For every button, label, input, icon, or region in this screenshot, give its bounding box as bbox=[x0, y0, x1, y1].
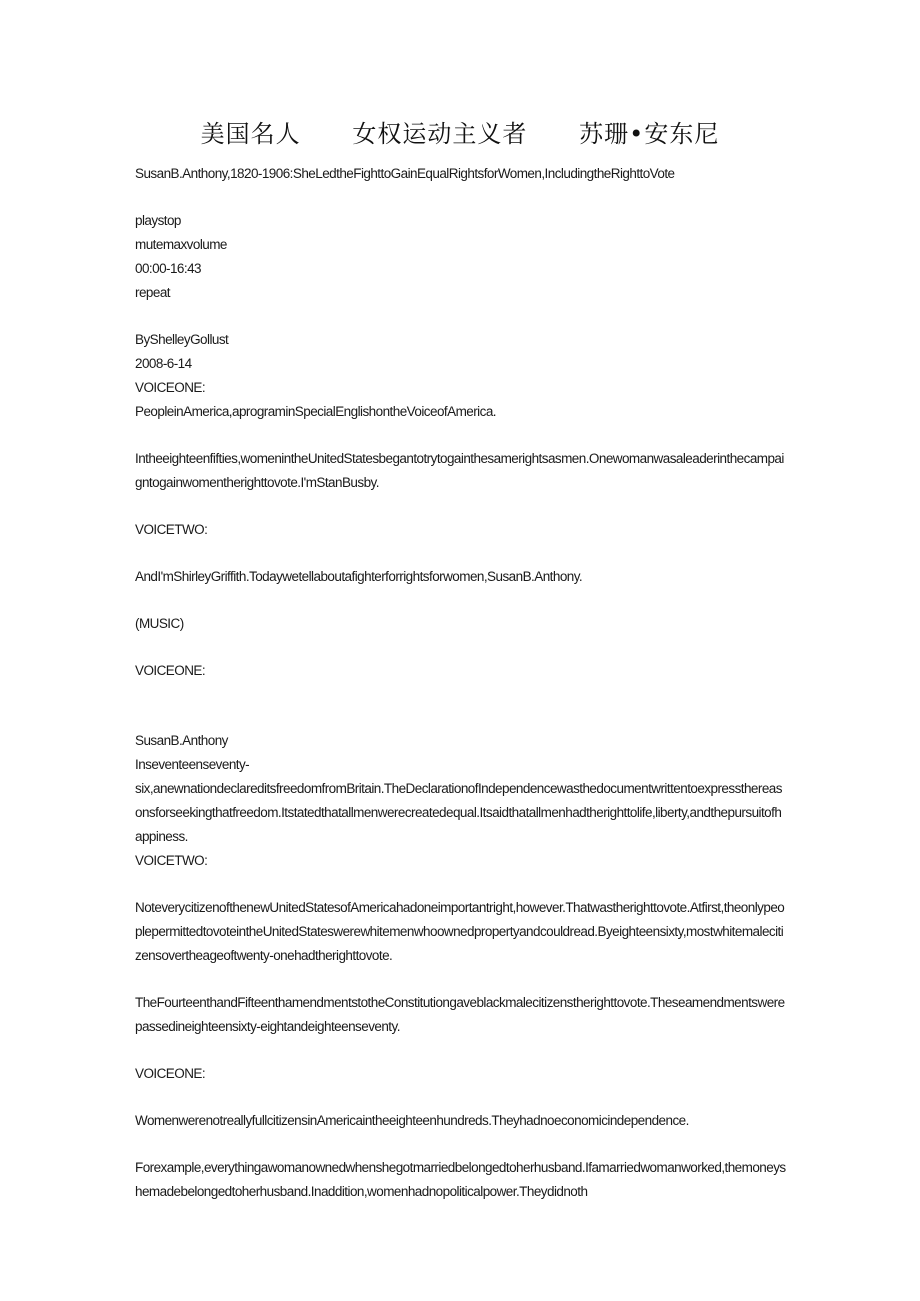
document-body bbox=[135, 162, 787, 1204]
speaker-label: VOICETWO: bbox=[135, 853, 208, 868]
publish-date: 2008-6-14 bbox=[135, 356, 192, 371]
paragraph: Intheeighteenfifties,womenintheUnitedStatesbegantotrytogainthesamerightsasmen.Onewomanwasaleaderinthecampaigntogainwomentherighttovote.I'mStanBusby. bbox=[135, 451, 784, 490]
music-cue: (MUSIC) bbox=[135, 616, 184, 631]
speaker-label: VOICEONE: bbox=[135, 663, 206, 678]
page-title: 美国名人 女权运动主义者 苏珊•安东尼 bbox=[200, 120, 720, 148]
paragraph-first-line: Inseventeenseventy- bbox=[135, 757, 250, 772]
paragraph: Forexample,everythingawomanownedwhenshegotmarriedbelongedtoherhusband.Ifamarriedwomanworked,themoneyshemadebelongedtoherhusband.Inaddition,womenhadnopoliticalpower.Theydidnoth bbox=[135, 1160, 786, 1199]
byline: ByShelleyGollust bbox=[135, 332, 229, 347]
paragraph: AndI'mShirleyGriffith.Todaywetellaboutafighterforrightsforwomen,SusanB.Anthony. bbox=[135, 569, 583, 584]
paragraph: WomenwerenotreallyfullcitizensinAmericaintheeighteenhundreds.Theyhadnoeconomicindependence. bbox=[135, 1113, 689, 1128]
intro-paragraph: PeopleinAmerica,aprograminSpecialEnglishontheVoiceofAmerica. bbox=[135, 404, 496, 419]
paragraph: TheFourteenthandFifteenthamendmentstotheConstitutiongaveblackmalecitizenstherighttovote.Theseamendmentswerepassedineighteensixty-eightandeighteenseventy. bbox=[135, 995, 785, 1034]
subtitle: SusanB.Anthony,1820-1906:SheLedtheFighttoGainEqualRightsforWomen,IncludingtheRighttoVote bbox=[135, 166, 675, 181]
image-caption: SusanB.Anthony bbox=[135, 733, 228, 748]
paragraph: NoteverycitizenofthenewUnitedStatesofAmericahadoneimportantright,however.Thatwastherighttovote.Atfirst,theonlypeoplepermittedtovoteintheUnitedStateswerewhitemenwhoownedpropertyandcouldread.Byeighteensixty,mostwhitemalecitizensovertheageoftwenty-onehadtherighttovote. bbox=[135, 900, 785, 963]
speaker-label: VOICEONE: bbox=[135, 1066, 206, 1081]
player-time-readout: 00:00-16:43 bbox=[135, 261, 202, 276]
paragraph: six,anewnationdeclareditsfreedomfromBritain.TheDeclarationofIndependencewasthedocumentwrittentoexpressthereasonsforseekingthatfreedom.Itstatedthatallmenwerecreatedequal.Itsaidthatallmenhadtherighttolife,liberty,andthepursuitofhappiness. bbox=[135, 781, 782, 844]
speaker-label: VOICETWO: bbox=[135, 522, 208, 537]
player-repeat-label: repeat bbox=[135, 285, 170, 300]
player-mute-volume-label: mutemaxvolume bbox=[135, 237, 227, 252]
player-play-stop-label: playstop bbox=[135, 213, 181, 228]
speaker-label: VOICEONE: bbox=[135, 380, 206, 395]
